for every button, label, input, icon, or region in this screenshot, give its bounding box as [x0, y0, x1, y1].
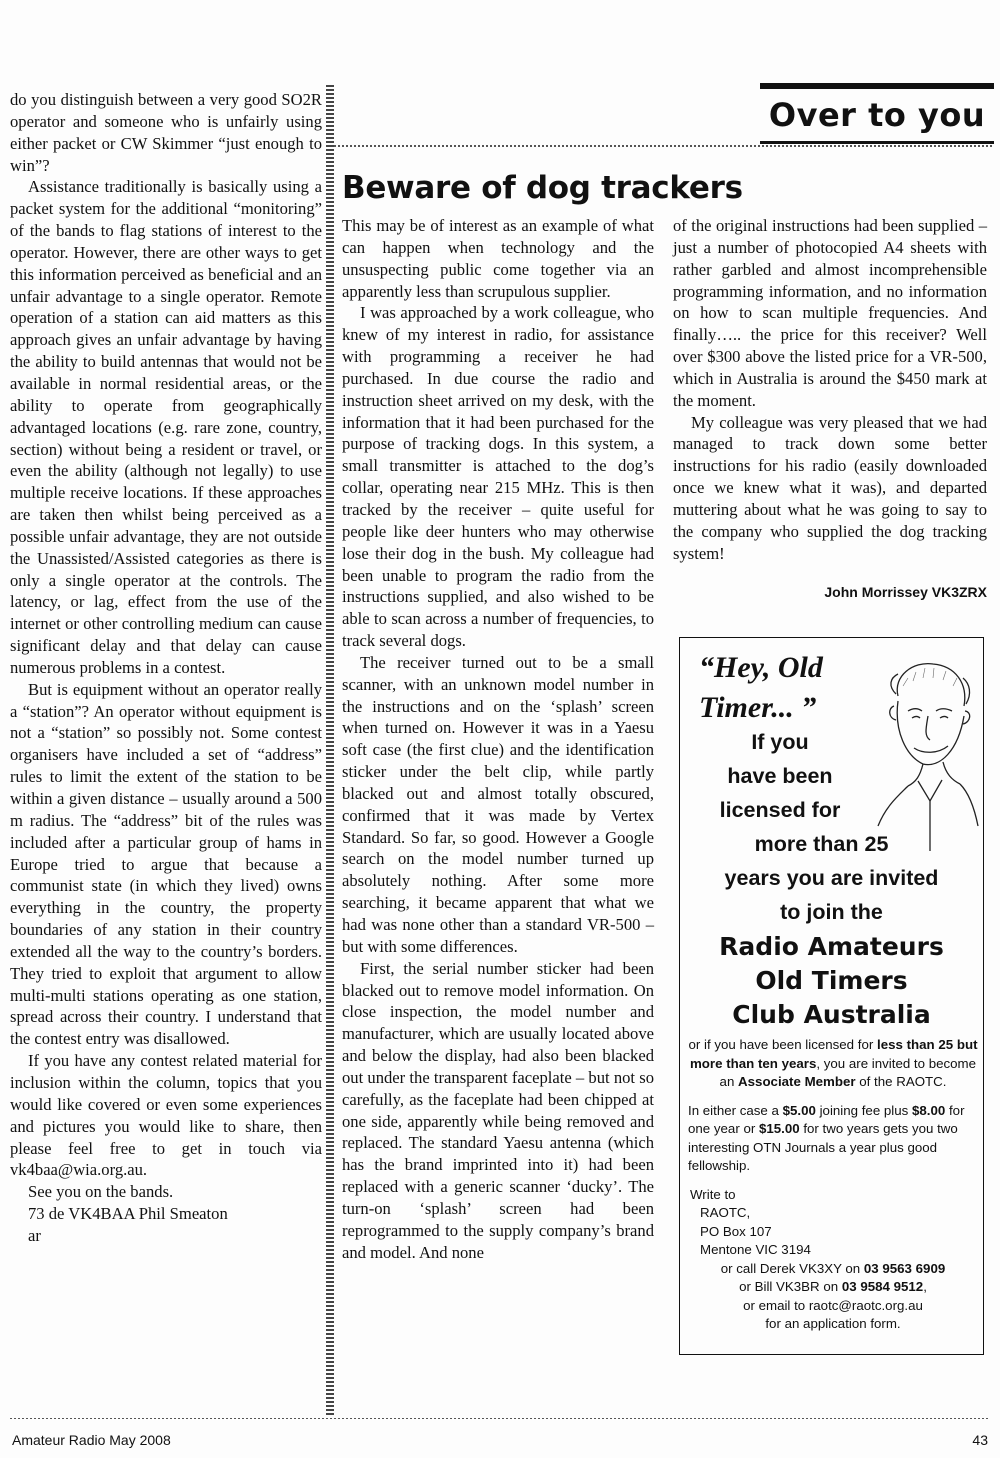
column-right — [673, 215, 987, 565]
ad-details — [688, 1036, 978, 1334]
publication-footer: Amateur Radio May 2008 — [12, 1432, 171, 1448]
paragraph: If you have any contest related material for inclusion within the column, topics that you would like covered or even some experiences and pictures you would like to share, then please feel free to get in touch via vk4baa@wia.org.au. — [10, 1051, 322, 1180]
paragraph: do you distinguish between a very good SO2R operator and someone who is unfairly using either packet or CW Skimmer “just enough to win”? — [10, 90, 322, 175]
contact-email[interactable]: or email to raotc@raotc.org.au — [743, 1297, 923, 1313]
author-byline: John Morrissey VK3ZRX — [824, 584, 987, 600]
paragraph: See you on the bands. — [28, 1182, 174, 1202]
paragraph: of the original instructions had been supplied – just a number of photocopied A4 sheets with rather garbled and almost incomprehensible programming information, and no information on how to scan multiple frequencies. And finally….. the price for this receiver? Well over $300 above the listed price for a VR-500, which in Australia is around the $450 mark at the moment. — [673, 216, 987, 410]
postal-address: Write to RAOTC, PO Box 107 Mentone VIC 3194 or call Derek VK3XY on 03 9563 6909 or Bill VK3BR on 03 9584 9512, or email to raotc@raotc.org.au for an application form. — [688, 1186, 978, 1334]
raotc-advertisement — [679, 637, 984, 1355]
section-title: Over to you — [760, 83, 994, 144]
old-timer-sketch-icon — [868, 656, 980, 856]
paragraph: This may be of interest as an example of what can happen when technology and the unsuspecting public come together via an apparently less than scrupulous supplier. — [342, 216, 654, 301]
associate-paragraph: or if you have been licensed for less than 25 but more than ten years, you are invited to become an Associate Member of the RAOTC. — [688, 1037, 978, 1089]
column-middle — [342, 215, 654, 1264]
signoff: 73 de VK4BAA Phil Smeaton — [28, 1204, 228, 1224]
paragraph: The receiver turned out to be a small scanner, with an unknown model number in the instructions and on the ‘splash’ screen when turned on. However it was in a Yaesu soft case (the first clue) and the identification sticker under the belt clip, while partly blacked out and almost totally obscured, confirmed that it was made by Vertex Standard. So far, so good. However a Google search on the model number turned up absolutely nothing. After some more searching, it became apparent that what we had was none other than a standard VR-500 – but with some differences. — [342, 652, 654, 956]
contact-derek: or call Derek VK3XY on 03 9563 6909 — [720, 1260, 946, 1276]
footer-divider — [10, 1418, 990, 1419]
club-name: Radio Amateurs Old Timers Club Australia — [719, 932, 944, 1029]
paragraph: But is equipment without an operator really a “station”? An operator without equipment is not a “station” so possibly not. Some contest organisers have included a set of “address” rules to limit the extent of the station to be within a given distance – usually around a 500 m radius. The “address” bit of the rules was included after a particular group of hams in Europe tried to argue that because a communist state (in which they lived) owns everything in the country, the property boundaries of any station in their country extended all the way to the country’s borders. They tried to exploit that argument to allow multi-multi stations operating as one station, spread across their country. I understand that the contest entry was disallowed. — [10, 679, 322, 1049]
contact-bill: or Bill VK3BR on 03 9584 9512, — [739, 1279, 927, 1294]
article-headline: Beware of dog trackers — [342, 170, 743, 206]
signoff-ar: ar — [28, 1225, 41, 1245]
fee-paragraph: In either case a $5.00 joining fee plus $8.00 for one year or $15.00 for two years gets you two interesting OTN Journals a year plus good fellowship. — [688, 1102, 965, 1173]
section-divider — [334, 145, 994, 147]
ad-invitation: If you have been licensed for — [719, 730, 841, 822]
column-left — [10, 89, 322, 1247]
page-number: 43 — [972, 1432, 988, 1448]
paragraph: First, the serial number sticker had been blacked out to remove model information. On close inspection, the model number and manufacturer, which are usually located above and below the display, had also been blacked out under the transparent faceplate – but not so carefully, as the faceplate had been chipped at one side, apparently while being removed and replaced. The standard Yaesu antenna (which has the brand imprinted into it) had been replaced with a generic scanner ‘ducky’. The turn-on ‘splash’ screen had been reprogrammed to the supply company’s brand and model. And none — [342, 958, 654, 1262]
paragraph: I was approached by a work colleague, who knew of my interest in radio, for assistance with programming a receiver he had purchased. In due course the radio and instruction sheet arrived on my desk, with the information that it had been purchased for the purpose of tracking dogs. In this system, a small transmitter is attached to the dog’s collar, operating near 215 MHz. This is then tracked by the receiver – quite useful for people like deer hunters who may otherwise lose their dog in the bush. My colleague had been unable to program the radio from the instructions supplied, and also wished to be able to scan across a number of frequencies, to track several dogs. — [342, 303, 654, 651]
paragraph: Assistance traditionally is basically using a packet system for the additional “monitoring” of the bands to flag stations of interest to the operator. However, there are other ways to get this information perceived as beneficial and an unfair advantage to a single operator. Remote operation of a station can aid matters as this approach gives an unfair advantage by having the ability to build antennas that would not be available in normal residential areas, or the ability to operate from geographically advantaged locations (e.g. rare zone, country, section) without being a resident or travel, or even the ability (although not legally) to use multiple receive locations. If these approaches are taken then whilst being perceived as a possible unfair advantage, they are not outside the Unassisted/Assisted categories as there is only a single operator at the controls. The latency, or lag, effect from the use of the internet or other controlling medium can cause significant delay and that delay can cause numerous problems in a contest. — [10, 177, 322, 677]
paragraph: My colleague was very pleased that we had managed to track down some better instructions for his radio (easily downloaded once we knew what it was), and departed muttering about what he was going to say to the company who supplied the dog tracking system! — [673, 412, 987, 563]
ad-title: “Hey, Old Timer... ” — [699, 651, 823, 724]
column-divider — [326, 85, 334, 1415]
ad-invitation-cont: more than 25 years you are invited to join the — [724, 832, 939, 924]
